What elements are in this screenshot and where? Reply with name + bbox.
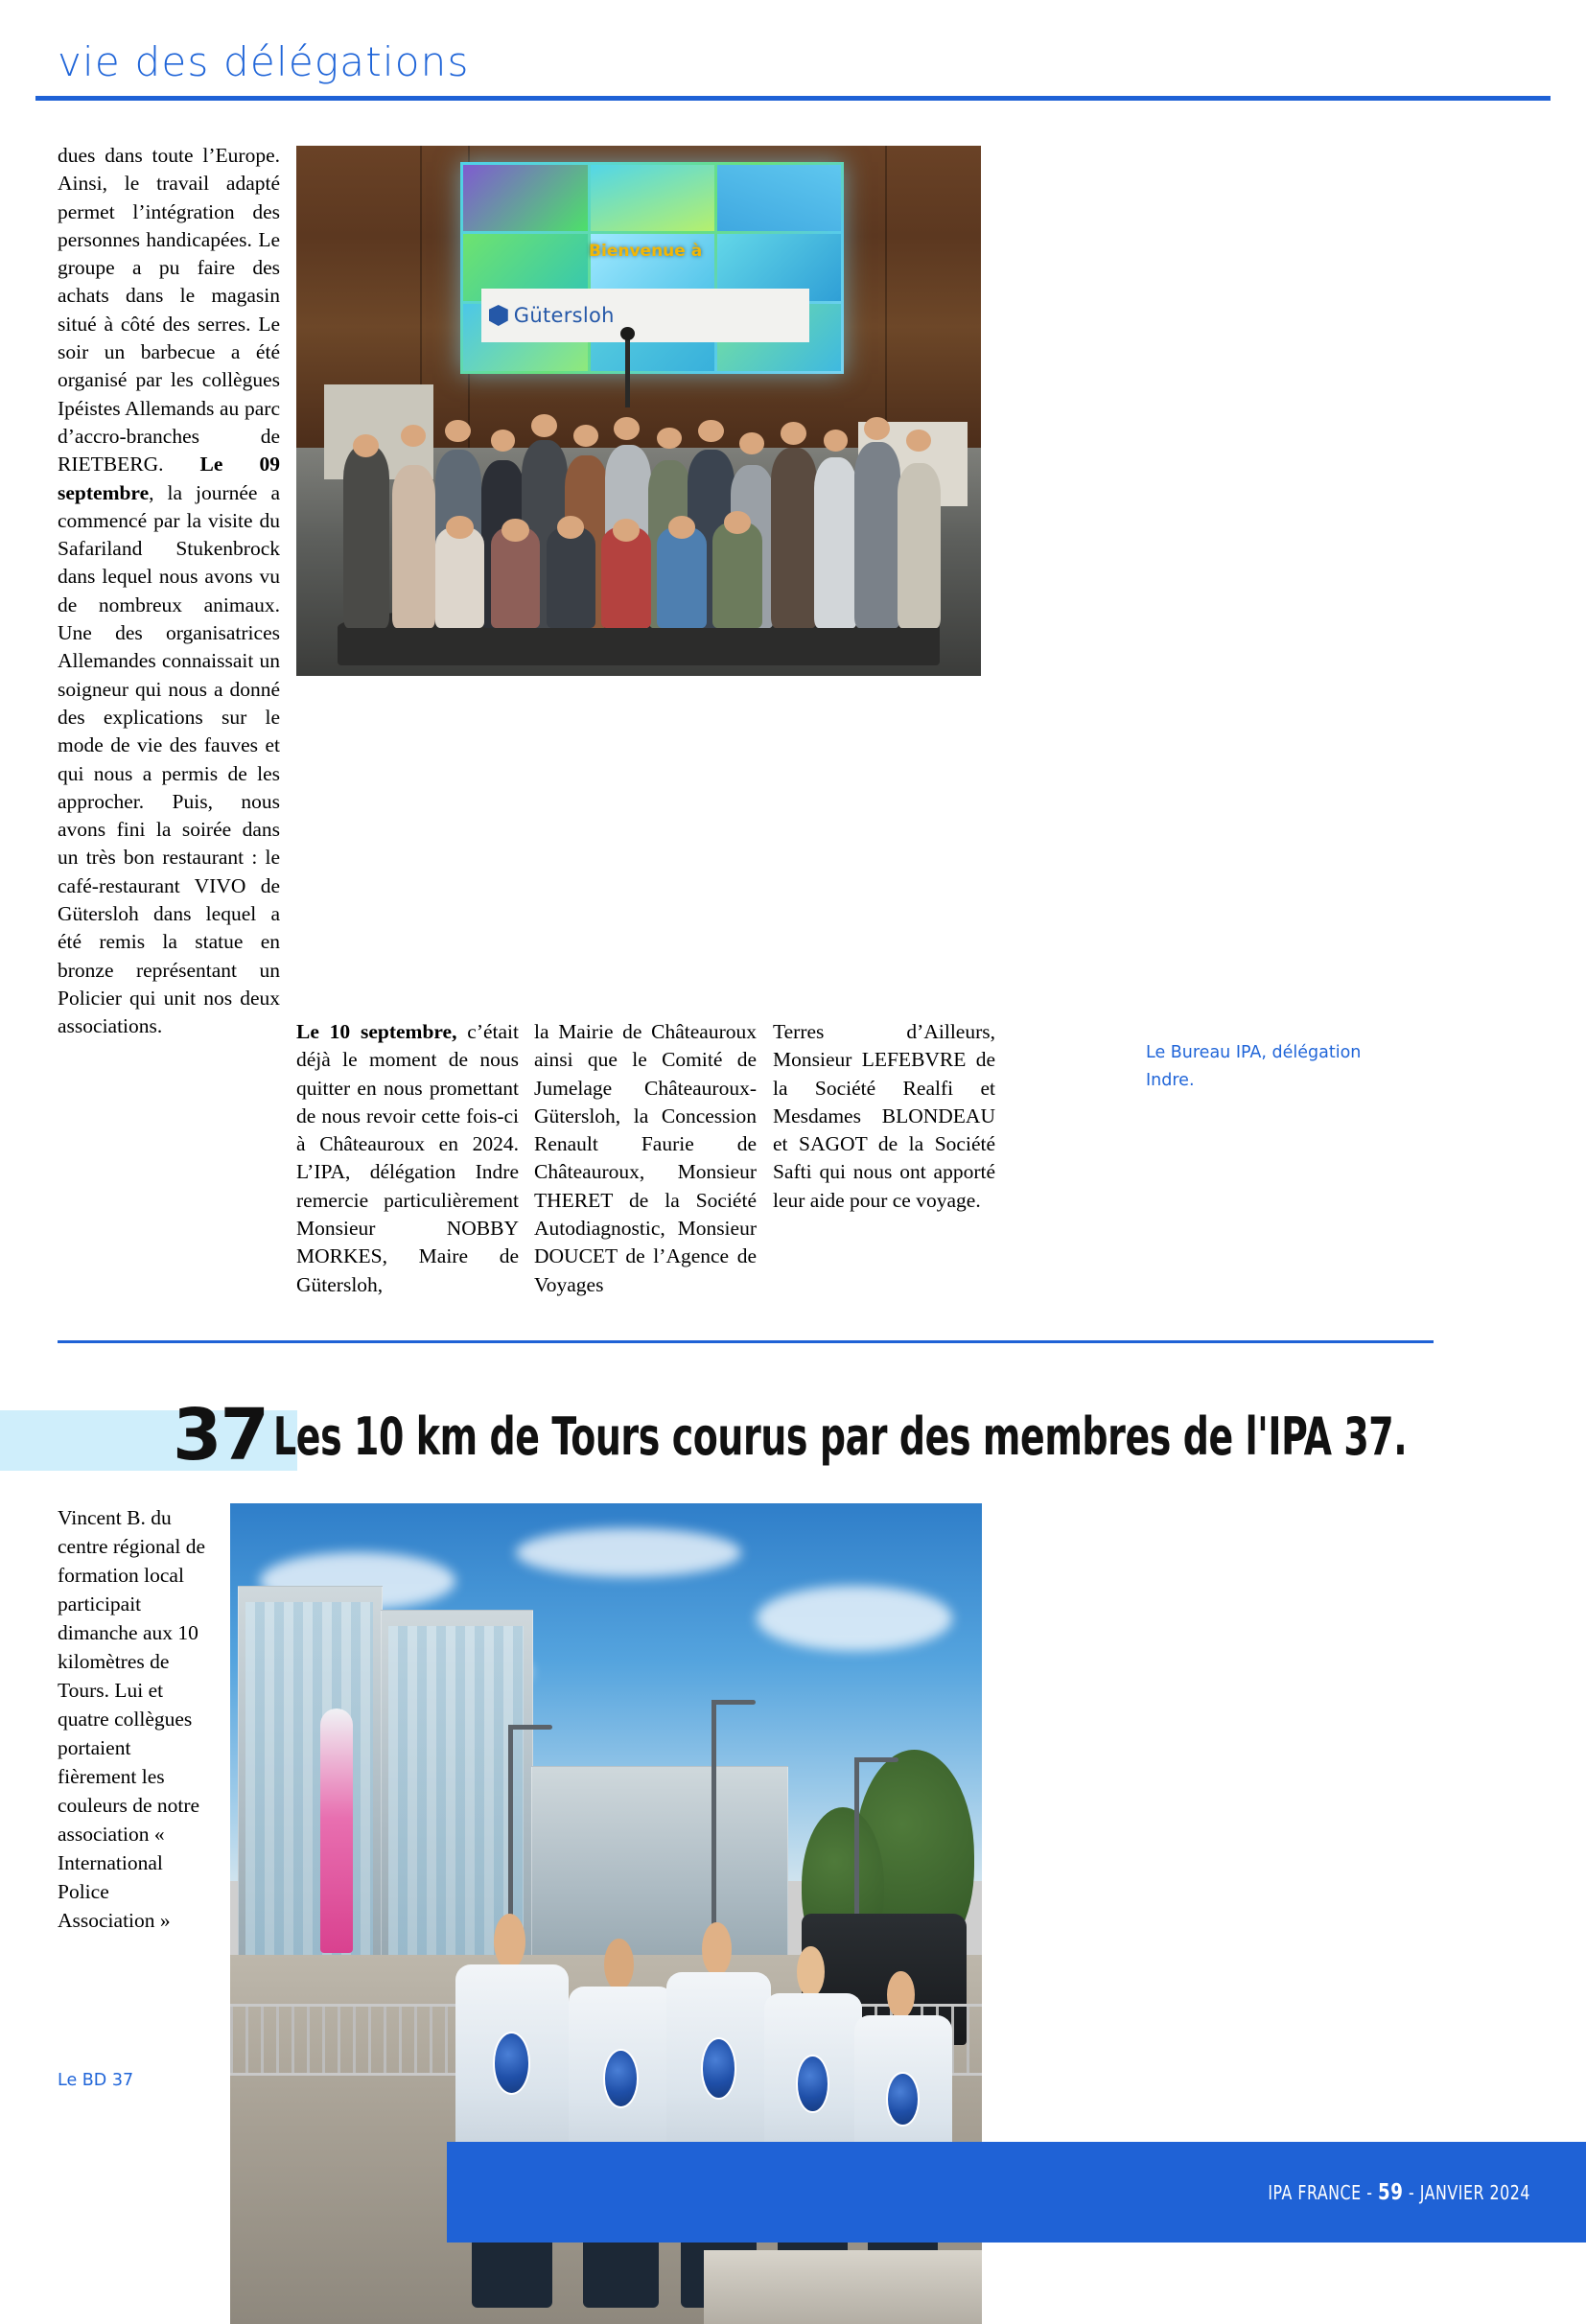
article2-left-column <box>58 1503 209 1935</box>
article1-date-lead-bold: Le 09 septembre <box>58 453 280 504</box>
page-header <box>0 0 1586 146</box>
photo2-event-flag <box>320 1708 353 1953</box>
article1-caption-column-1 <box>296 1018 519 1299</box>
header-divider-rule <box>35 96 1551 101</box>
article1-left-text-part1: dues dans toute l’Europe. Ainsi, le travail adapté permet l’intégration des personnes handicapées. Le groupe a pu faire des achats dans le magasin situé à côté des serres. Le soir un barbecue a été organisé par les collègues Ipéistes Allemands au parc d’accro-branches de RIETBERG. <box>58 144 280 476</box>
photo1-group-of-people <box>331 374 947 628</box>
footer-text <box>1268 2180 1530 2205</box>
photo2-runner-2 <box>569 1939 674 2308</box>
article1-caption-text-2: la Mairie de Châteauroux ainsi que le Comité de Jumelage Châteauroux-Gütersloh, la Concession Renault Faurie de Châteauroux, Monsieur THERET de la Société Autodiagnostic, Monsieur DOUCET de l’Agence de Voyages <box>534 1020 757 1296</box>
article2-signature: Le BD 37 <box>58 2071 134 2090</box>
photo1-welcome-text: Bienvenue à <box>589 241 703 261</box>
gutersloh-logo-icon <box>489 305 508 326</box>
footer-page-number: 59 <box>1378 2180 1404 2205</box>
article2-department-number: 37 <box>173 1394 268 1476</box>
article1-signature: Le Bureau IPA, délégation Indre. <box>1146 1043 1362 1091</box>
article1-left-text-part2: , la journée a commencé par la visite du Safariland Stukenbrock dans lequel nous avons vu de nombreux animaux. Une des organisatrices Allemandes connaissait un soigneur qui nous a donné des explications sur le mode de vie des fauves et qui nous a permis de les approcher. Puis, nous avons fini la soirée dans un très bon restaurant : le café-restaurant VIVO de Gütersloh dans lequel a été remis la statue en bronze représentant un Policier qui unit nos deux associations. <box>58 480 280 1038</box>
section-divider-rule <box>58 1340 1434 1343</box>
article1-caption-lead-bold: Le 10 septembre, <box>296 1020 457 1043</box>
article1-photo-gutersloh <box>296 146 981 676</box>
footer-publication: IPA FRANCE - <box>1268 2181 1379 2204</box>
article2-body-text: Vincent B. du centre régional de formation local participait dimanche aux 10 kilomètres de Tours. Lui et quatre collègues portaient fièrement les couleurs de notre association « International Police Association » <box>58 1506 205 1932</box>
article1-caption-text-1: c’était déjà le moment de nous quitter en nous promettant de nous revoir cette fois-ci à Châteauroux en 2024. L’IPA, délégation Indre remercie particulièrement Monsieur NOBBY MORKES, Maire de Gütersloh, <box>296 1020 519 1296</box>
photo1-city-logo <box>481 289 810 341</box>
article1-left-column <box>58 142 280 1041</box>
photo1-city-name: Gütersloh <box>513 303 615 327</box>
page-title: vie des délégations <box>58 38 470 85</box>
footer-date: - JANVIER 2024 <box>1403 2181 1530 2204</box>
photo2-stone-bench <box>704 2250 982 2324</box>
photo2-runner-1 <box>455 1914 569 2308</box>
article1-caption-column-3 <box>773 1018 995 1215</box>
article1-caption-text-3: Terres d’Ailleurs, Monsieur LEFEBVRE de la Société Realfi et Mesdames BLONDEAU et SAGOT de la Société Safti qui nous ont apporté leur aide pour ce voyage. <box>773 1020 995 1212</box>
article1-caption-column-2 <box>534 1018 757 1299</box>
article2-headline: Les 10 km de Tours courus par des membres de l'IPA 37. <box>273 1406 1408 1467</box>
photo2-streetlamp-2 <box>711 1700 716 1946</box>
article1-caption-column-4 <box>1146 1018 1368 1096</box>
